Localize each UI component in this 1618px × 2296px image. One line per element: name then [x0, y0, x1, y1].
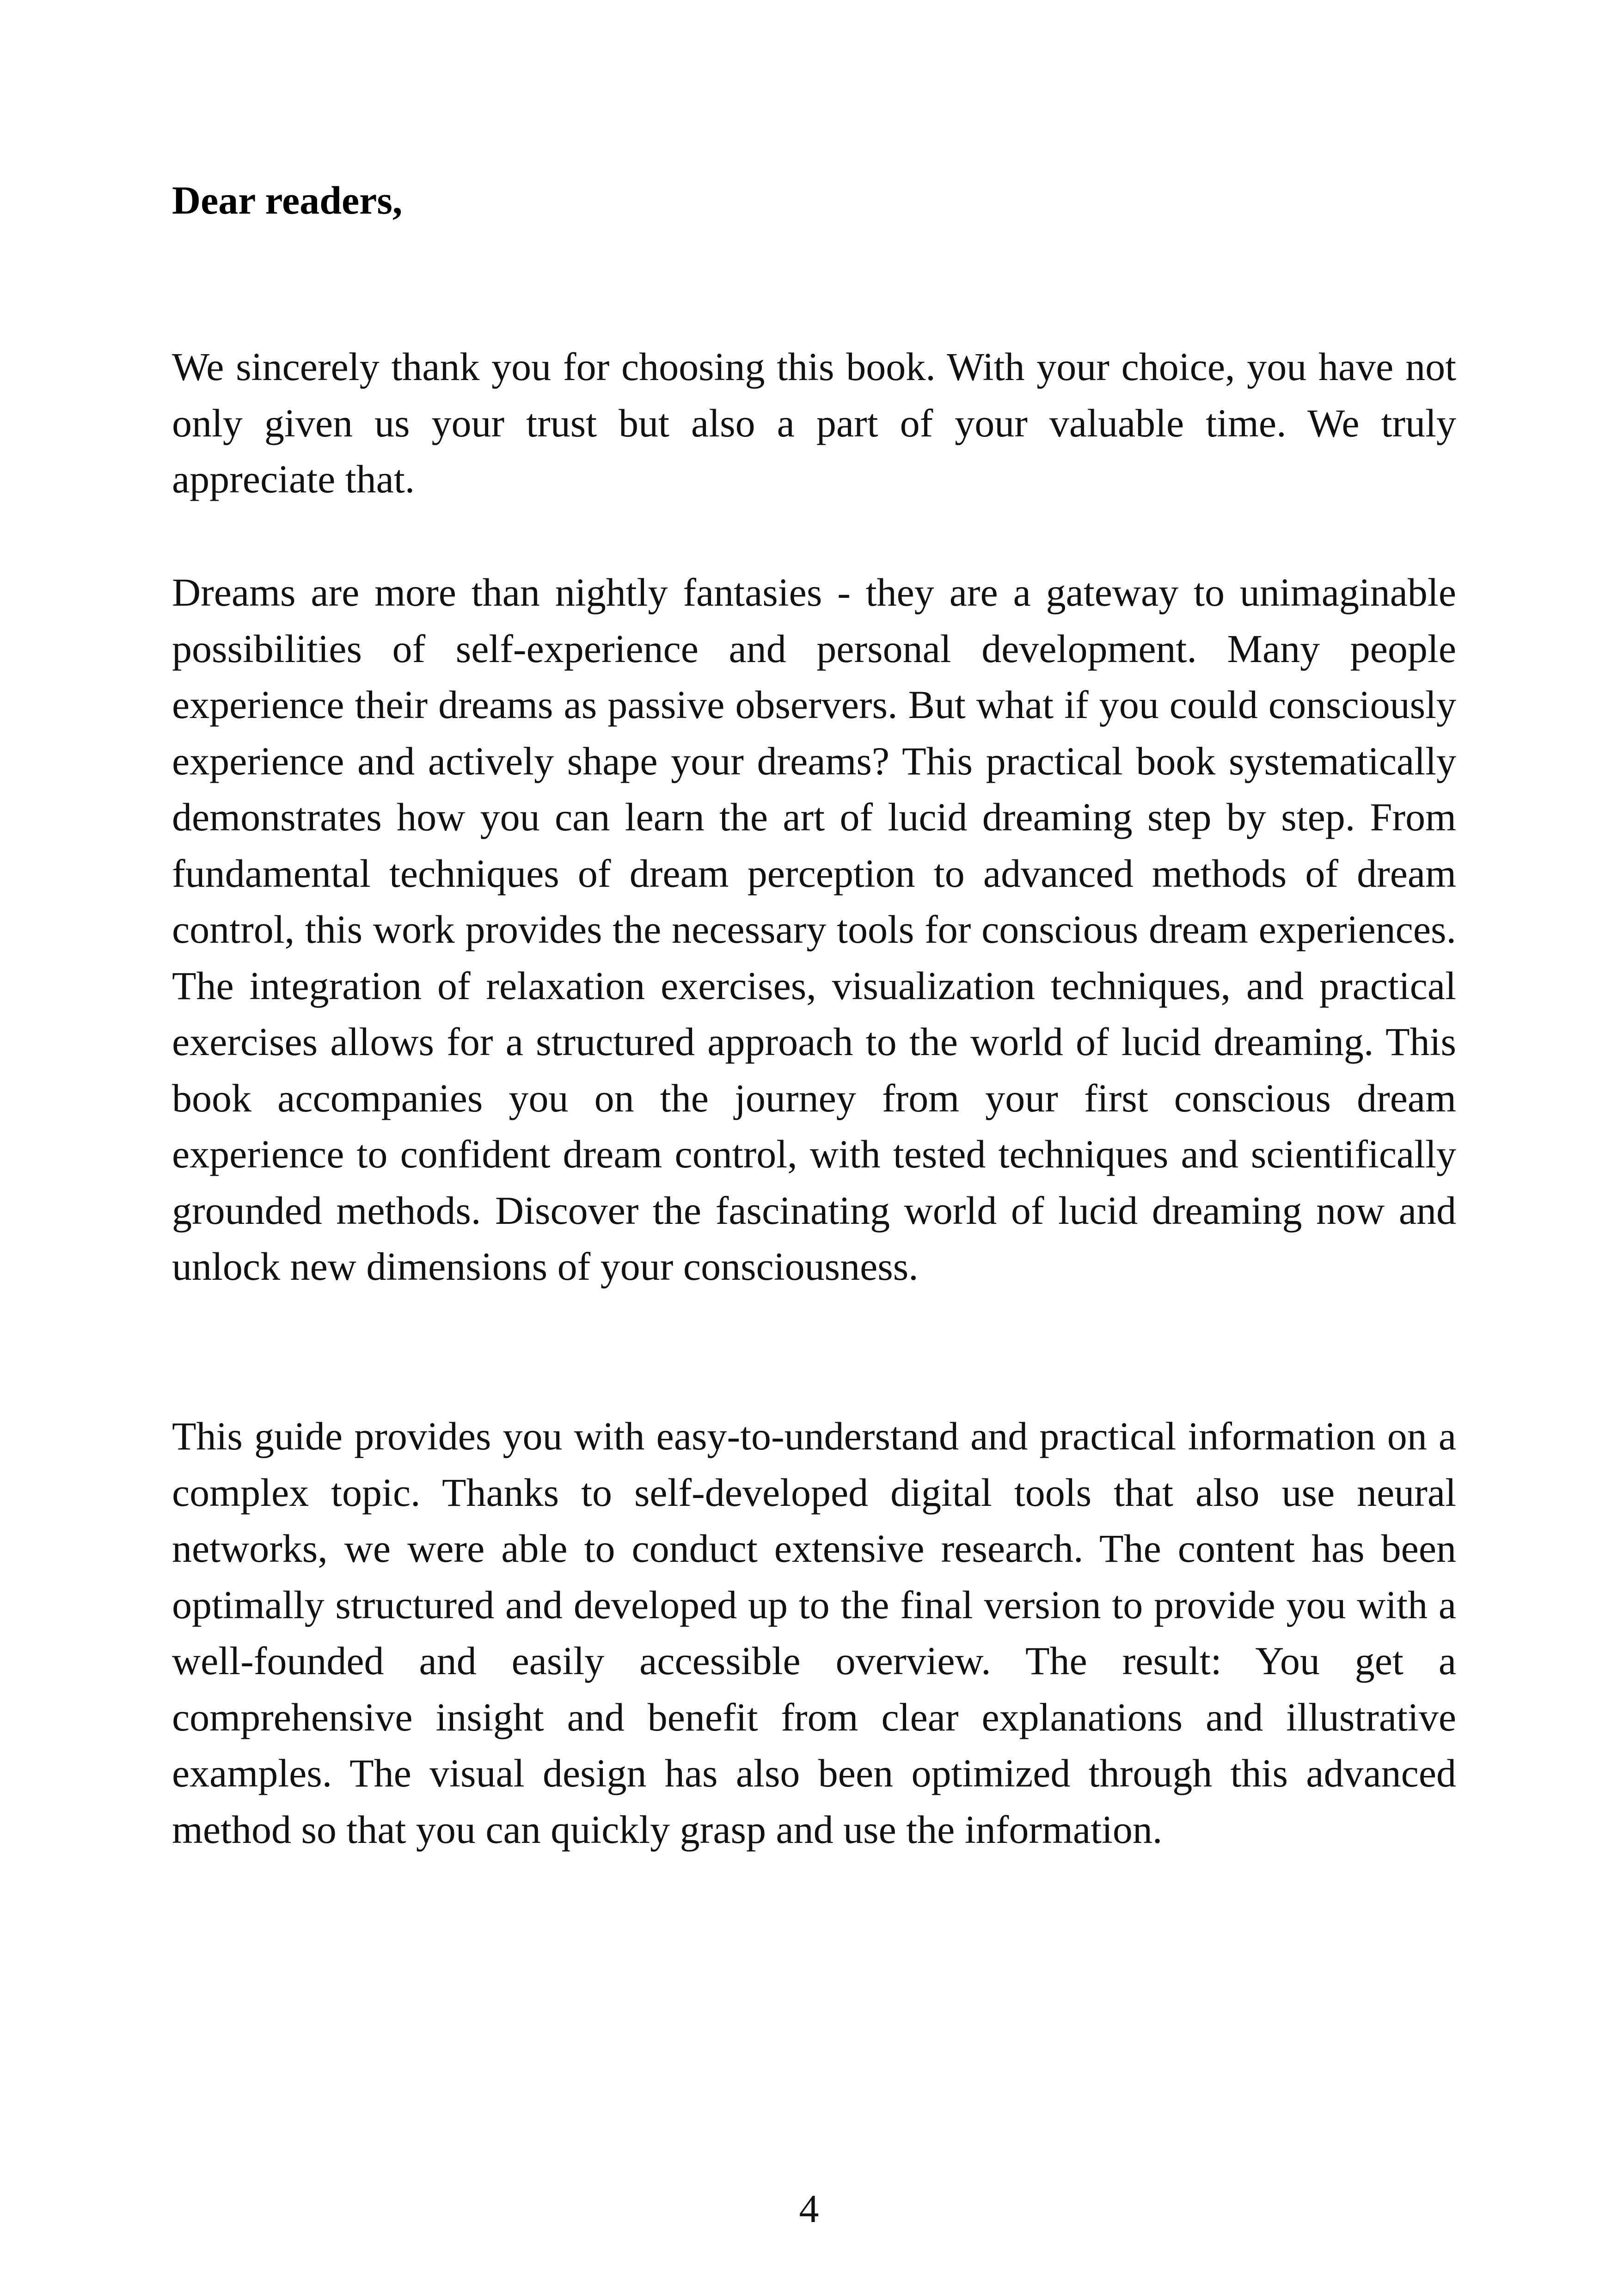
greeting-heading: Dear readers, [172, 178, 403, 222]
page-number: 4 [799, 2186, 819, 2231]
paragraph-dreams: Dreams are more than nightly fantasies - they are a gateway to unimaginable possibilities of self-experience and personal development. Many people experience their dreams as passive observers. But what if you could consciously experience and actively shape your dreams? This practical book systematically demonstrates how you can learn the art of lucid dreaming step by step. From fundamental techniques of dream perception to advanced methods of dream control, this work provides the necessary tools for conscious dream experiences. The integration of relaxation exercises, visualization techniques, and practical exercises allows for a structured approach to the world of lucid dreaming. This book accompanies you on the journey from your first conscious dream experience to confident dream control, with tested techniques and scientifically grounded methods. Discover the fascinating world of lucid dreaming now and unlock new dimensions of your consciousness. [172, 570, 1456, 1289]
paragraph-guide: This guide provides you with easy-to-understand and practical information on a complex topic. Thanks to self-developed digital tools that also use neural networks, we were able to conduct extensive research. The content has been optimally structured and developed up to the final version to provide you with a well-founded and easily accessible overview. The result: You get a comprehensive insight and benefit from clear explanations and illustrative examples. The visual design has also been optimized through this advanced method so that you can quickly grasp and use the information. [172, 1414, 1456, 1852]
paragraph-thanks: We sincerely thank you for choosing this book. With your choice, you have not only given us your trust but also a part of your valuable time. We truly appreciate that. [172, 344, 1456, 501]
